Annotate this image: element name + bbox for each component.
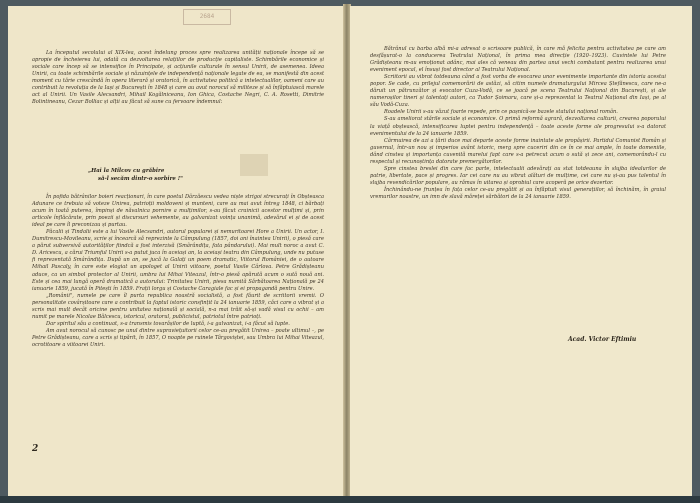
scan-blemish: [240, 154, 268, 176]
motto-line-2: să-l secăm dintr-o sorbire !": [98, 176, 183, 182]
paragraph: În pofida bătrânilor boieri reacționari, în care poetul Dârzăescu vedea niște strigoi strecurați în Obșteasca Adunare ce trebuia să voteze Unirea, patrioții moldoveni și munteni, care au mai avut întreg 1848, ci bărbați acum în toată puterea, împinși de năvalnica pornire a mulțimilor, s-au făcut crainicii acestor mulțimi și, prin articole înflăcărate, prin poezii și discursuri vehemente, au galvanizat voința unanimă, adevărul ei și de acest ideal pe care îl preconizau și purtau.: [32, 194, 324, 229]
paragraph: Am avut norocul să cunosc pe unul dintre supraviețuitorii celor ce-au pregătit Unirea – poate ultimul –, pe Petre Grădișteanu, care a scris și tipărit, în 1857, O noapte pe ruinele Târgoviștei, sau Umbra lui Mihai Viteazul, ocrotitoare a viitoarei Uniri.: [32, 327, 324, 348]
paragraph: Închinându-ne frunțea în fața celor ce-au pregătit și au înfăptuit visul generațiilor, să închinăm, în graiul vremurilor noastre, un imn de slavă măreței sărbători de la 24 ianuarie 1859.: [370, 186, 666, 200]
paragraph: La începutul secolului al XIX-lea, acest îndelung proces spre realizarea unității naționale începe să se apropie de încheierea lui, odată cu dezvoltarea relațiilor de producție capitaliste. Schimbările economice și sociale care încep să se intensifice în Principate, și acțiunile culturale în sensul Unirii, de asemenea. Ideea Unirii, cu toate schimbările sociale și năzuințele de independență naționale legate de ea, se manifestă din acest moment cu tărie crescândă în opera literară și oratorică, în activitatea politică a intelectualilor, oameni care au contribuit la revoluția de la Iași și București în 1848 și care au avut norocul să militeze și să înfăptuiască marele act al Unirii. Un Vasile Alecsandri, Mihail Kogălniceanu, Ion Ghica, Costache Negri, C. A. Rosetti, Dimitrie Bolintineanu, Cezar Bolliac și alții au făcut să sune cu fervoare îndemnul:: [32, 50, 324, 106]
paragraph: Dar spiritul său a continuat, s-a transmis tovarășilor de luptă, i-a galvanizat, i-a făcut să lupte.: [46, 320, 290, 327]
paragraph: Roadele Unirii s-au văzut foarte repede, prin ce pașnică-se bazele statului național român.: [384, 109, 618, 116]
paragraph: Păcalii și Tindalii este a lui Vasile Alecsandri, autorul popularei și nemuritoarei Hore a Unirii. Un actor, I. Dumitrescu-Movileanu, scrie și încearcă să reprezinte la Câmpulung (1857, doi ani înaintea Unirii), o piesă care a părut subversivă autorităților fiindcă a fost interzisă (Smârândița, fata pândarului). Mai mult noroc a avut C. D. Aricescu, a cărui Triumful Unirii s-a putut juca în aceiași an, la aceiași teatru din Câmpulung, unde nu putuse fi reprezentată Smârândița. După un an, se jucă la Galați un poem dramatic, Viitorul României, de o autoare Mihail Pascaly, în care este elogiat un apologet al Unirii viitoare, poetul Vasile Cârlova. Petre Grădișteanu aduce, ca un simbol protector al Unirii, umbra lui Mihai Viteazul, într-o piesă apărută acum o sută nouă ani. Este și cea mai lungă operă dramatică a autorului: Trinitatea Unirii, piesa numită Sărbătoarea Națională pe 24 ianuarie 1859, jucată în Pitești în 1859. Frații lorgu și Costache Caragiale fac și ei propagandă pentru Unire.: [32, 229, 324, 292]
paragraph: Scriitorii au vibrat totdeauna când a fost vorba de evocarea unor evenimente importante din istoria acestui popor. Se cade, cu prilejul comemorării de astăzi, să citim numele dramaturgului Mircea Ștefănescu, care ne-a dăruit un pătrunzător și evocator Cuza-Vodă, ce se joacă pe scena Teatrului Național din București, și ale numeroșilor tineri și talentați autori, ca Tudor Șoimaru, care și-a reprezentat la Teatrul Național din Iași, pe al său Vodă-Cuza.: [370, 74, 666, 109]
right-page: [350, 6, 692, 496]
paragraph: Spre cinstea breslei din care fac parte, intelectualii adevărați au stat totdeauna în slujba idealurilor de patrie, libertate, pace și progres. Iar cei care nu au vibrat alături de mulțime, cei care nu și-au pus talentul în slujba revendicărilor populare, au rămas în uitarea și oprobiul care acoperă pe orice dezertor.: [370, 165, 666, 186]
paragraph: „Românii", numele pe care îl purta republica noastră socialistă, a fost făurit de scriitorii vremii. O personalitate covârșitoare care a contribuit la faptul istoric consfințit la 24 ianuarie 1859, căci care a vibrat și a scris mai mult decât oricine pentru unitatea națională și socială, n-a mai trăit să-și vadă visul cu ochii – am numit pe marele Nicolae Bălcescu, istoricul, oratorul, publicistul, patriotul între patrioți.: [32, 292, 324, 320]
left-body-text: [32, 194, 324, 349]
author-signature: Acad. Victor Eftimiu: [568, 336, 637, 343]
left-page: [8, 6, 344, 496]
paragraph: Cârmuirea de azi a țării duce mai departe aceste forme inaintate ale propășirii. Partidul Comunist Român și guvernul, într-un nou și imperios avânt istoric, merg spre cuceriri din ce în ce mai ample, în toate domeniile, dând cinstea și importanța cuvenită marelui fapt care s-a petrecut acum o sută și zece ani, comemorându-l cu respectul și recunoștința datorate premergătorilor.: [370, 137, 666, 165]
scan-edge: [0, 496, 700, 503]
left-intro-text: [32, 50, 324, 106]
page-stamp: 2684: [183, 9, 231, 25]
page-number: 2: [32, 444, 39, 454]
paragraph: Bătrânul cu barba albă mi-a adresat o scrisoare publică, în care mă felicita pentru activitatea pe care am desfășurat-o la conducerea Teatrului Național, în prima mea direcție (1920–1923). Cuvintele lui Petre Grădișteanu m-au emoționat adânc, mai ales că veneau din partea unui vechi combatant pentru realizarea unui eveniment epocal, el însuși fost director al Teatrului Național.: [370, 46, 666, 74]
paragraph: S-au ameliorat stările sociale și economice. O primă reformă agrară, dezvoltarea culturii, crearea poporului la viață obștească, intensificarea luptei pentru independență – toate aceste forme ale progresului s-a datorat evenimentului de la 24 ianuarie 1859.: [370, 116, 666, 137]
motto-line-1: „Hai la Milcov cu grăbire: [88, 168, 165, 174]
right-body-text: [370, 46, 666, 201]
